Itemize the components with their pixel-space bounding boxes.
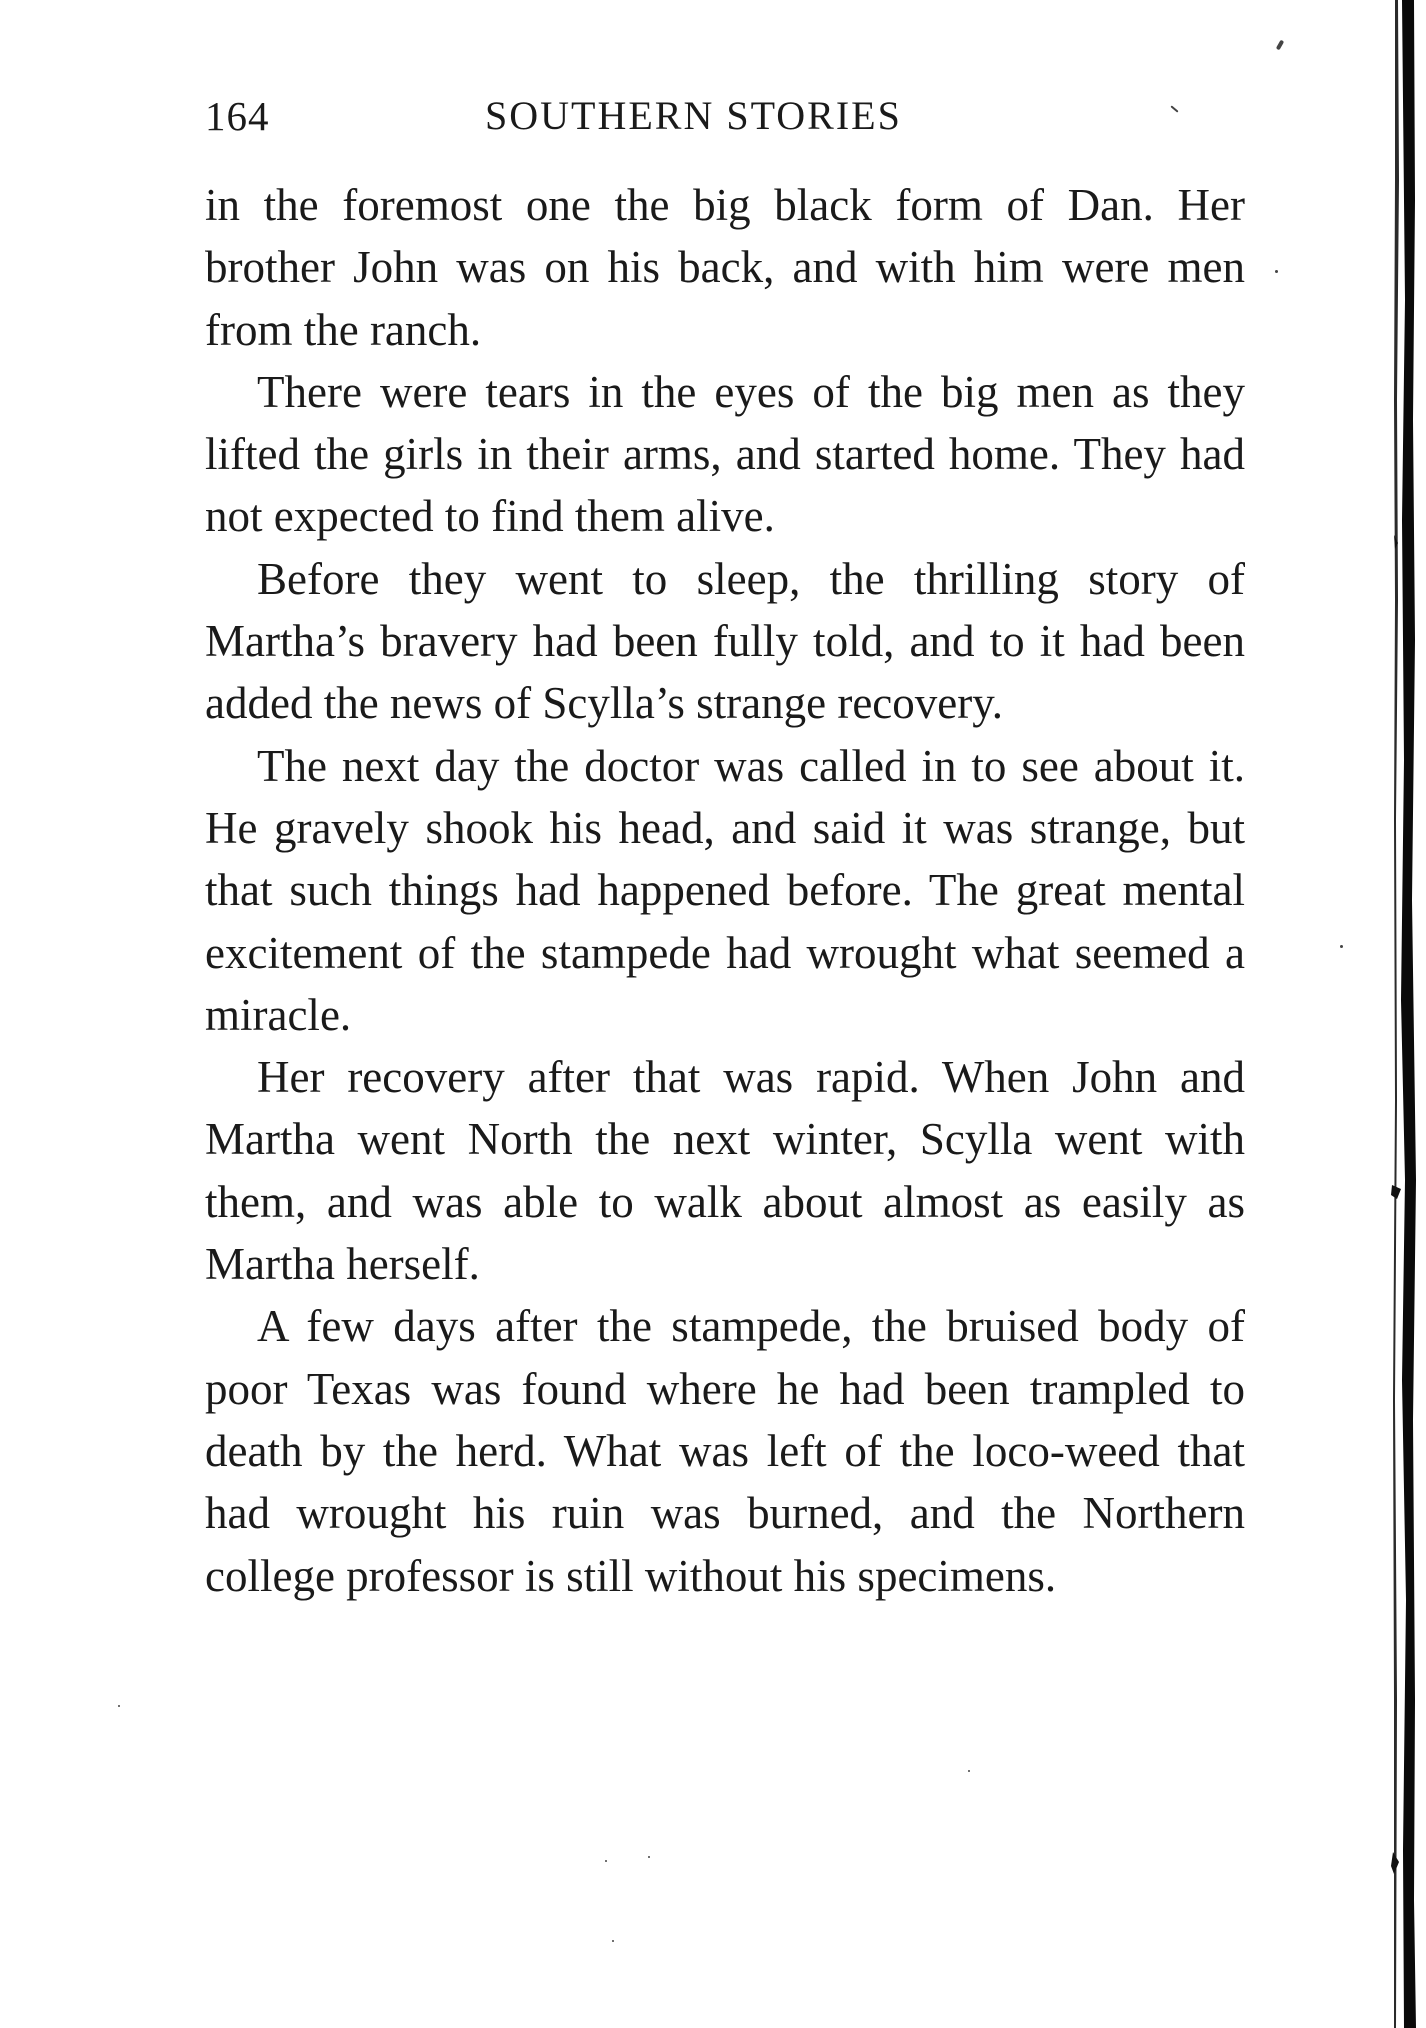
paper-speck [612,1940,614,1942]
paper-speck [1340,945,1343,948]
paper-speck [605,1860,607,1862]
binding-edge-shadow [1388,0,1426,2028]
body-text [205,174,1245,1607]
paragraph: The next day the doctor was called in to see about it. He gravely shook his head, and said it was strange, but that such things had happened before. The great mental excitement of the stampede had wrought what seemed a miracle. [205,740,1245,1040]
paragraph: Before they went to sleep, the thrilling story of Martha’s bravery had been fully told, and to it had been added the news of Scylla’s strange recovery. [205,553,1245,729]
running-head [205,92,1245,152]
paragraph: in the foremost one the big black form of Dan. Her brother John was on his back, and with him were men from the ranch. [205,180,1245,355]
paper-speck [968,1770,970,1772]
paper-speck [1276,40,1284,51]
paragraph: A few days after the stampede, the bruised body of poor Texas was found where he had been trampled to death by the herd. What was left of the loco-weed that had wrought his ruin was burned, and the Northern college professor is still without his specimens. [205,1301,1245,1601]
paragraph: There were tears in the eyes of the big men as they lifted the girls in their arms, and started home. They had not expected to find them alive. [205,366,1245,542]
paragraph: Her recovery after that was rapid. When John and Martha went North the next winter, Scylla went with them, and was able to walk about almost as easily as Martha herself. [205,1052,1245,1290]
paper-speck [118,1705,120,1707]
page-number: 164 [205,93,270,139]
paper-speck [1275,270,1278,273]
paper-speck [648,1856,650,1858]
running-title: SOUTHERN STORIES [485,93,902,138]
